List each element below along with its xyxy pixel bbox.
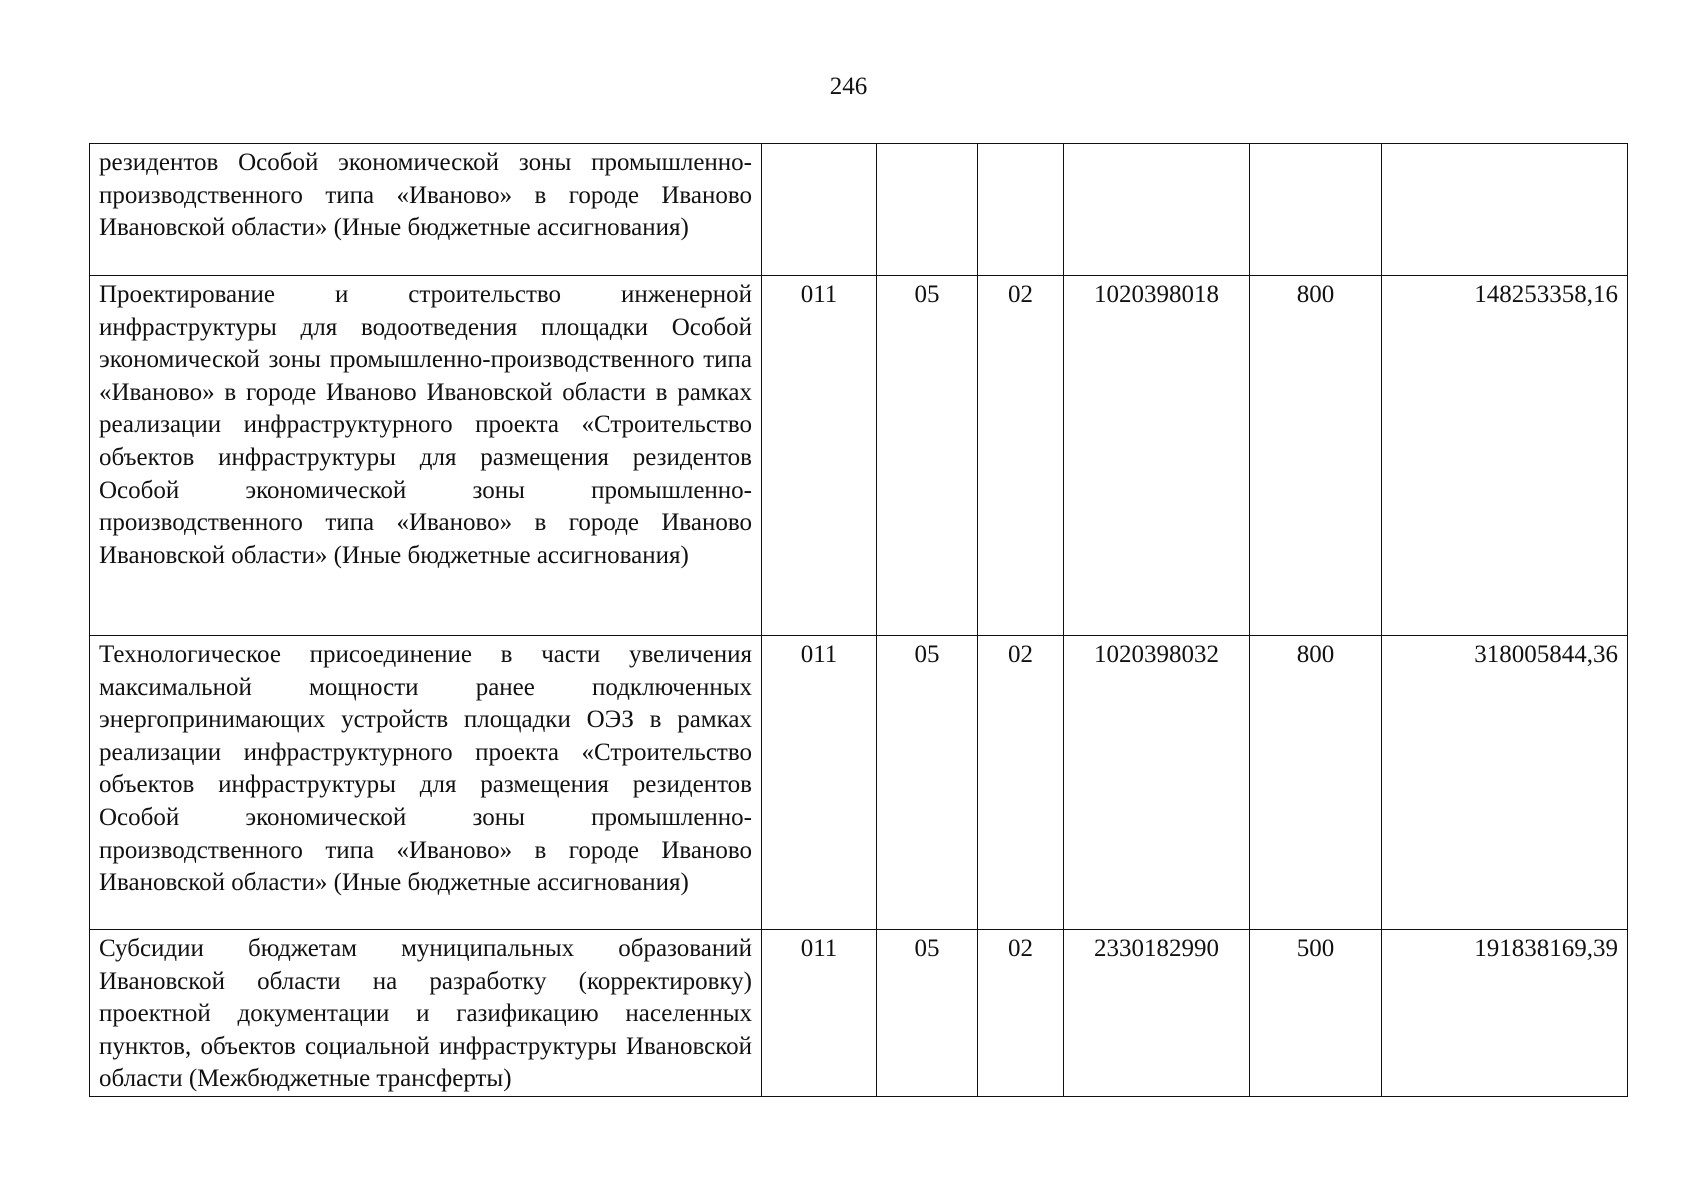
- row-target-article: 1020398018: [1064, 276, 1250, 636]
- row-admin-code: 011: [762, 930, 877, 1097]
- row-expense-type: 800: [1250, 276, 1382, 636]
- row-subsection-code: 02: [978, 276, 1064, 636]
- row-section-code: 05: [877, 636, 978, 930]
- row-admin-code: 011: [762, 276, 877, 636]
- row-admin-code: [762, 144, 877, 276]
- row-expense-type: [1250, 144, 1382, 276]
- row-amount: [1382, 144, 1628, 276]
- row-subsection-code: 02: [978, 930, 1064, 1097]
- row-admin-code: 011: [762, 636, 877, 930]
- row-section-code: 05: [877, 930, 978, 1097]
- row-subsection-code: [978, 144, 1064, 276]
- row-section-code: [877, 144, 978, 276]
- row-description: Субсидии бюджетам муниципальных образований Ивановской области на разработку (корректировку) проектной документации и газификацию населенных пунктов, объектов социальной инфраструктуры Ивановской области (Межбюджетные трансферты): [90, 930, 762, 1097]
- row-amount: 148253358,16: [1382, 276, 1628, 636]
- row-amount: 318005844,36: [1382, 636, 1628, 930]
- row-section-code: 05: [877, 276, 978, 636]
- row-target-article: 2330182990: [1064, 930, 1250, 1097]
- row-subsection-code: 02: [978, 636, 1064, 930]
- row-target-article: 1020398032: [1064, 636, 1250, 930]
- page-number: 246: [829, 73, 868, 100]
- budget-table: [89, 143, 1628, 1097]
- row-description: Технологическое присоединение в части увеличения максимальной мощности ранее подключенных энергопринимающих устройств площадки ОЭЗ в рамках реализации инфраструктурного проекта «Строительство объектов инфраструктуры для размещения резидентов Особой экономической зоны промышленно-производственного типа «Иваново» в городе Иваново Ивановской области» (Иные бюджетные ассигнования): [90, 636, 762, 930]
- row-amount: 191838169,39: [1382, 930, 1628, 1097]
- table-row: [90, 930, 1628, 1097]
- row-expense-type: 500: [1250, 930, 1382, 1097]
- row-target-article: [1064, 144, 1250, 276]
- row-expense-type: 800: [1250, 636, 1382, 930]
- table-row: [90, 636, 1628, 930]
- table-row: [90, 144, 1628, 276]
- row-description: Проектирование и строительство инженерной инфраструктуры для водоотведения площадки Особой экономической зоны промышленно-производственного типа «Иваново» в городе Иваново Ивановской области в рамках реализации инфраструктурного проекта «Строительство объектов инфраструктуры для размещения резидентов Особой экономической зоны промышленно-производственного типа «Иваново» в городе Иваново Ивановской области» (Иные бюджетные ассигнования): [90, 276, 762, 636]
- row-description: резидентов Особой экономической зоны промышленно-производственного типа «Иваново» в городе Иваново Ивановской области» (Иные бюджетные ассигнования): [90, 144, 762, 276]
- table-row: [90, 276, 1628, 636]
